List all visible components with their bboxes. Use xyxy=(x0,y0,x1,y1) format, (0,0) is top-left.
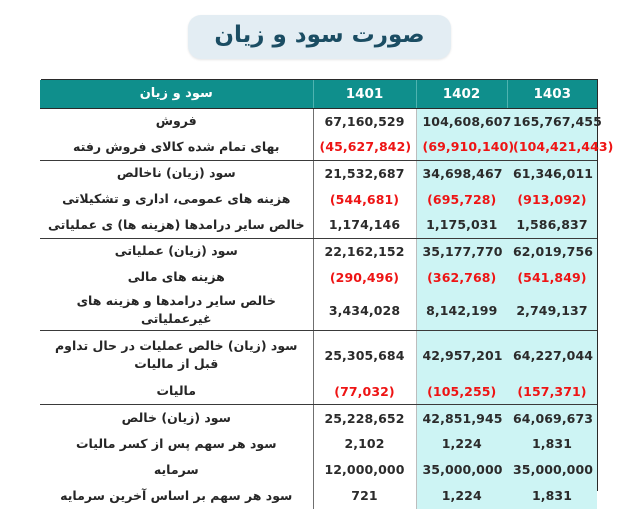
table-row xyxy=(40,264,597,290)
cell-1403: 62,019,756 xyxy=(507,238,597,264)
cell-1403: 1,831 xyxy=(507,483,597,509)
cell-1402: 42,851,945 xyxy=(416,405,507,431)
cell-1403: 64,069,673 xyxy=(507,405,597,431)
cell-row-label: سود هر سهم بر اساس آخرین سرمایه xyxy=(40,483,313,509)
table-row xyxy=(40,431,597,457)
table-row xyxy=(40,405,597,431)
cell-1403: 2,749,137 xyxy=(507,290,597,331)
table-body xyxy=(40,108,614,509)
cell-row-label: سرمایه xyxy=(40,457,313,483)
cell-row-label: سود (زیان) ناخالص xyxy=(40,160,313,186)
cell-row-label: هزینه های مالی xyxy=(40,264,313,290)
cell-row-label: سود (زیان) عملیاتی xyxy=(40,238,313,264)
cell-1403: (157,371) xyxy=(507,379,597,405)
cell-1401: 22,162,152 xyxy=(313,238,416,264)
cell-1403: 1,831 xyxy=(507,431,597,457)
cell-1402: 8,142,199 xyxy=(416,290,507,331)
column-header-label: سود و زیان xyxy=(40,80,313,108)
table-row xyxy=(40,483,597,509)
cell-1401: 1,174,146 xyxy=(313,212,416,238)
cell-row-label: سود هر سهم پس از کسر مالیات xyxy=(40,431,313,457)
cell-1402: 42,957,201 xyxy=(416,331,507,379)
cell-1401: 2,102 xyxy=(313,431,416,457)
cell-1402: (105,255) xyxy=(416,379,507,405)
cell-1401: 67,160,529 xyxy=(313,108,416,134)
cell-1402: 1,224 xyxy=(416,483,507,509)
cell-1401: 3,434,028 xyxy=(313,290,416,331)
cell-1401: (544,681) xyxy=(313,186,416,212)
table-row xyxy=(40,108,597,134)
cell-1403: (913,092) xyxy=(507,186,597,212)
cell-1401: 21,532,687 xyxy=(313,160,416,186)
cell-1401: 25,228,652 xyxy=(313,405,416,431)
column-header-1403: 1403 xyxy=(507,80,597,108)
cell-row-label: خالص سایر درامدها (هزینه ها) ی عملیاتی xyxy=(40,212,313,238)
cell-1403: 35,000,000 xyxy=(507,457,597,483)
cell-1401: 25,305,684 xyxy=(313,331,416,379)
cell-1403: 165,767,455 xyxy=(507,108,597,134)
page-title: صورت سود و زیان xyxy=(188,15,450,58)
cell-1402: 1,175,031 xyxy=(416,212,507,238)
cell-1401: (290,496) xyxy=(313,264,416,290)
cell-1402: 35,177,770 xyxy=(416,238,507,264)
cell-row-label: سود (زیان) خالص عملیات در حال تداوم قبل از مالیات xyxy=(40,331,313,379)
table-row xyxy=(40,186,597,212)
cell-1401: (77,032) xyxy=(313,379,416,405)
cell-1402: 35,000,000 xyxy=(416,457,507,483)
table-row xyxy=(40,290,597,331)
cell-1401: 12,000,000 xyxy=(313,457,416,483)
cell-row-label: مالیات xyxy=(40,379,313,405)
cell-1402: (695,728) xyxy=(416,186,507,212)
table-row xyxy=(40,134,597,160)
table-header xyxy=(40,80,597,108)
cell-1402: 34,698,467 xyxy=(416,160,507,186)
table-row xyxy=(40,238,597,264)
cell-1403: (104,421,443) xyxy=(507,134,597,160)
table-row xyxy=(40,457,597,483)
cell-row-label: فروش xyxy=(40,108,313,134)
cell-1401: (45,627,842) xyxy=(313,134,416,160)
table-header-row xyxy=(40,80,597,108)
cell-1403: 1,586,837 xyxy=(507,212,597,238)
column-header-1402: 1402 xyxy=(416,80,507,108)
cell-row-label: سود (زیان) خالص xyxy=(40,405,313,431)
cell-1402: (69,910,140) xyxy=(416,134,507,160)
table-row xyxy=(40,379,597,405)
cell-1403: (541,849) xyxy=(507,264,597,290)
cell-1402: 1,224 xyxy=(416,431,507,457)
cell-row-label: هزینه های عمومی، اداری و تشکیلاتی xyxy=(40,186,313,212)
income-statement-table xyxy=(40,80,614,509)
column-header-1401: 1401 xyxy=(313,80,416,108)
cell-row-label: بهای تمام شده کالای فروش رفته xyxy=(40,134,313,160)
cell-1402: 104,608,607 xyxy=(416,108,507,134)
cell-1402: (362,768) xyxy=(416,264,507,290)
table-row xyxy=(40,160,597,186)
table-row xyxy=(40,212,597,238)
income-statement-table-frame xyxy=(41,79,614,504)
cell-1403: 61,346,011 xyxy=(507,160,597,186)
cell-1403: 64,227,044 xyxy=(507,331,597,379)
page-title-container xyxy=(0,0,639,74)
table-row xyxy=(40,331,597,379)
cell-1401: 721 xyxy=(313,483,416,509)
cell-row-label: خالص سایر درامدها و هزینه های غیرعملیاتی xyxy=(40,290,313,331)
